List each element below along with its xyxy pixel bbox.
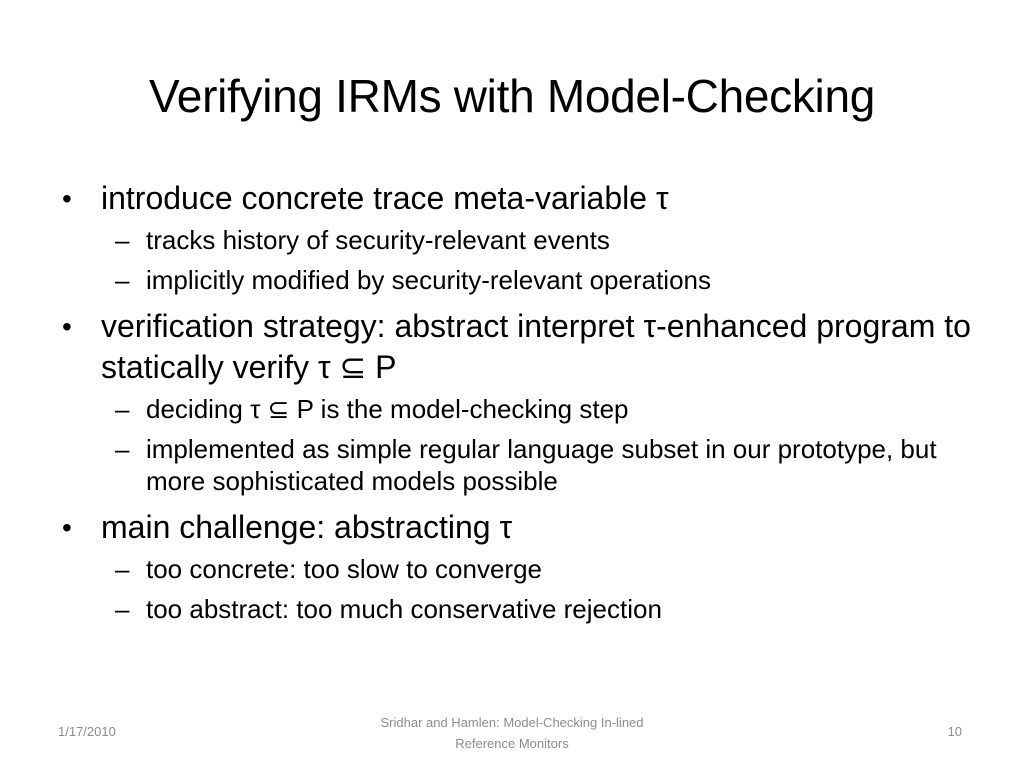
- sub-bullet-mark: –: [115, 554, 130, 584]
- bullet-item: [60, 306, 980, 388]
- sub-bullet-mark: –: [115, 594, 130, 624]
- sub-bullet-item: [60, 224, 980, 256]
- sub-bullet-text: too abstract: too much conservative rejection: [146, 594, 662, 624]
- footer-date: 1/17/2010: [58, 724, 116, 739]
- sub-bullet-mark: –: [115, 394, 130, 424]
- sub-bullet-text: implicitly modified by security-relevant operations: [146, 265, 712, 295]
- sub-bullet-item: [60, 553, 980, 585]
- sub-bullet-item: [60, 393, 980, 425]
- slide-number: 10: [947, 724, 962, 739]
- footer-caption: Sridhar and Hamlen: Model-Checking In-lined Reference Monitors: [380, 715, 644, 751]
- bullet-mark: •: [62, 183, 72, 214]
- bullet-text: introduce concrete trace meta-variable τ: [101, 180, 669, 216]
- bullet-text: main challenge: abstracting τ: [101, 509, 513, 545]
- sub-bullet-item: [60, 264, 980, 296]
- sub-bullet-mark: –: [115, 265, 130, 295]
- bullet-item: [60, 178, 980, 219]
- bullet-item: [60, 507, 980, 548]
- sub-bullet-text: too concrete: too slow to converge: [146, 554, 543, 584]
- sub-bullet-mark: –: [115, 434, 130, 464]
- sub-bullet-mark: –: [115, 225, 130, 255]
- sub-bullet-text: implemented as simple regular language subset in our prototype, but more sophisticated models possible: [146, 434, 937, 496]
- sub-bullet-text: tracks history of security-relevant events: [146, 225, 610, 255]
- bullet-mark: •: [62, 512, 72, 543]
- bullet-text: verification strategy: abstract interpret τ-enhanced program to statically verify τ ⊆ P: [101, 308, 971, 385]
- slide-content: [60, 178, 980, 625]
- sub-bullet-item: [60, 433, 980, 497]
- slide-title: Verifying IRMs with Model-Checking: [148, 70, 876, 122]
- sub-bullet-item: [60, 593, 980, 625]
- bullet-mark: •: [62, 311, 72, 342]
- sub-bullet-text: deciding τ ⊆ P is the model-checking step: [146, 394, 629, 424]
